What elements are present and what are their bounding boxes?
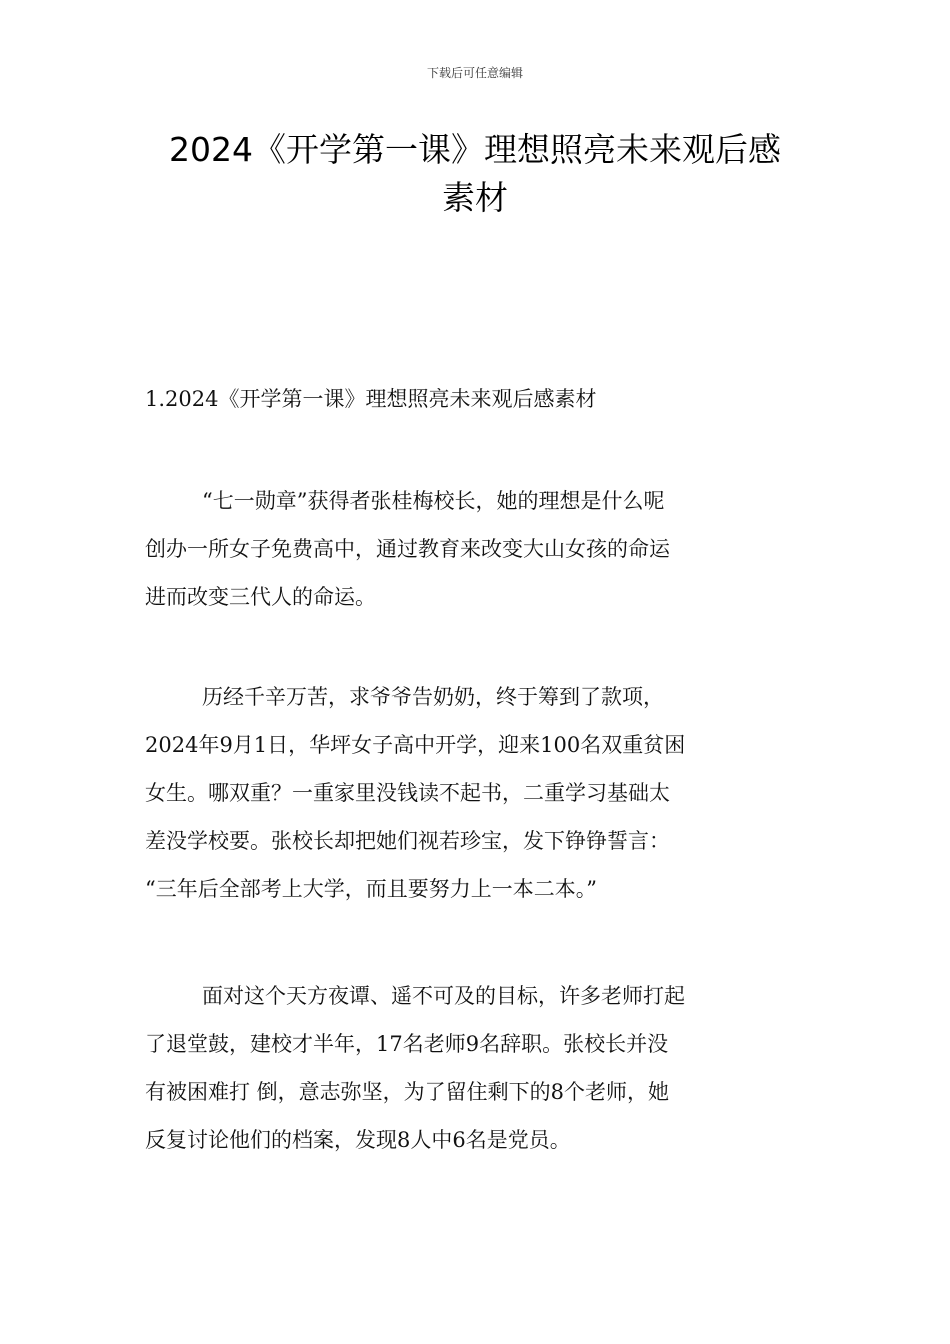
paragraph-line: 有被困难打 倒，意志弥坚，为了留住剩下的8个老师，她: [145, 1080, 670, 1104]
paragraph-line: “七一勋章”获得者张桂梅校长，她的理想是什么呢: [181, 489, 665, 513]
section-heading: 1.2024《开学第一课》理想照亮未来观后感素材: [145, 387, 597, 411]
paragraph-line: 反复讨论他们的档案，发现8人中6名是党员。: [145, 1128, 571, 1152]
paragraph-line: 2024年9月1日，华坪女子高中开学，迎来100名双重贫困: [145, 733, 686, 757]
paragraph-3: [145, 972, 815, 1164]
paragraph-line: “三年后全部考上大学，而且要努力上一本二本。”: [145, 877, 597, 901]
paragraph-line: 面对这个天方夜谭、遥不可及的目标，许多老师打起: [181, 984, 685, 1008]
header-note: 下载后可任意编辑: [426, 66, 523, 80]
paragraph-line: 了退堂鼓，建校才半年，17名老师9名辞职。张校长并没: [145, 1032, 669, 1056]
paragraph-line: 女生。哪双重？一重家里没钱读不起书，二重学习基础太: [145, 781, 670, 805]
document-title-line-2: 素材: [442, 178, 508, 217]
paragraph-2: [145, 673, 815, 913]
paragraph-line: 历经千辛万苦，求爷爷告奶奶，终于筹到了款项，: [181, 685, 664, 709]
paragraph-line: 创办一所女子免费高中，通过教育来改变大山女孩的命运: [145, 537, 670, 561]
document-title-line-1: 2024《开学第一课》理想照亮未来观后感: [169, 130, 781, 169]
paragraph-line: 差没学校要。张校长却把她们视若珍宝，发下铮铮誓言：: [145, 829, 670, 853]
document-title: [120, 126, 830, 222]
paragraph-1: [145, 477, 815, 621]
paragraph-line: 进而改变三代人的命运。: [145, 585, 376, 609]
